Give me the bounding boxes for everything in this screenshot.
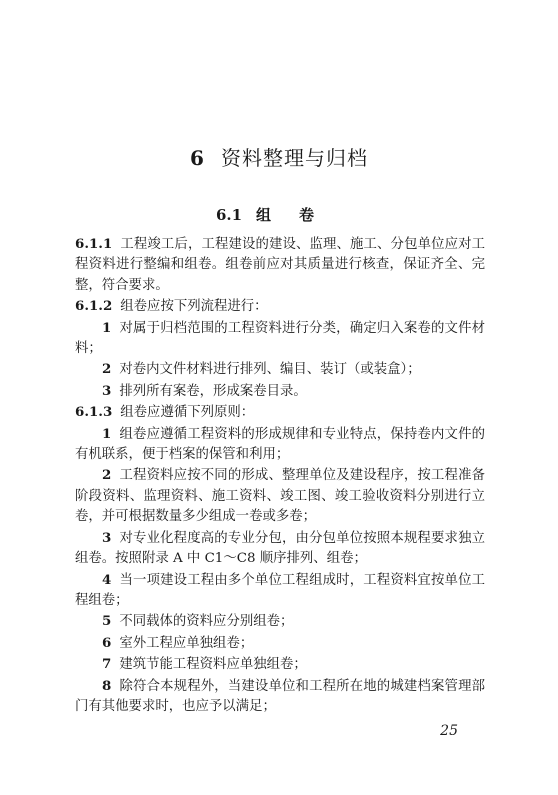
clause-6-1-3: [75, 402, 485, 423]
list-item: [75, 359, 485, 380]
item-text: 对属于归档范围的工程资料进行分类，确定归入案卷的文件材料；: [75, 320, 485, 357]
clause-number: 6.1.3: [75, 404, 113, 421]
item-text: 除符合本规程外，当建设单位和工程所在地的城建档案管理部门有其他要求时，也应予以满足；: [75, 678, 485, 714]
item-text: 室外工程应单独组卷；: [119, 635, 254, 651]
item-number: 4: [102, 571, 112, 588]
item-text: 排列所有案卷，形成案卷目录。: [119, 383, 307, 399]
list-item: [75, 381, 485, 402]
body-text: [75, 234, 485, 717]
item-number: 3: [102, 382, 112, 399]
list-item: [75, 570, 485, 612]
item-number: 5: [102, 613, 112, 630]
item-number: 8: [102, 677, 112, 694]
clause-text: 组卷应按下列流程进行：: [120, 299, 268, 315]
clause-text: 工程竣工后，工程建设的建设、监理、施工、分包单位应对工程资料进行整编和组卷。组卷前应对其质量进行核查，保证齐全、完整，符合要求。: [75, 237, 485, 293]
clause-6-1-1: [75, 234, 485, 296]
clause-6-1-2: [75, 296, 485, 317]
item-text: 当一项建设工程由多个单位工程组成时，工程资料宜按单位工程组卷；: [75, 572, 485, 608]
item-text: 对专业化程度高的专业分包，由分包单位按照本规程要求独立组卷。按照附录 A 中 C1～C8 顺序排列、组卷；: [75, 530, 485, 567]
list-item: [75, 611, 485, 632]
clause-number: 6.1.1: [75, 236, 113, 252]
list-item: [75, 633, 485, 654]
item-text: 组卷应遵循工程资料的形成规律和专业特点，保持卷内文件的有机联系，便于档案的保管和利用；: [75, 426, 485, 463]
list-item: [75, 318, 485, 360]
item-number: 1: [102, 425, 112, 442]
list-item: [75, 465, 485, 527]
item-text: 工程资料应按不同的形成、整理单位及建设程序，按工程准备阶段资料、监理资料、施工资料、竣工图、竣工验收资料分别进行立卷，并可根据数量多少组成一卷或多卷；: [75, 468, 485, 525]
list-item: [75, 424, 485, 466]
item-number: 3: [102, 529, 112, 546]
chapter-name: 资料整理与归档: [220, 146, 368, 170]
clause-number: 6.1.2: [75, 298, 113, 315]
clause-text: 组卷应遵循下列原则：: [120, 405, 255, 421]
page-number: 25: [440, 723, 458, 739]
item-text: 建筑节能工程资料应单独组卷；: [119, 657, 307, 673]
item-number: 6: [102, 634, 112, 651]
item-text: 不同载体的资料应分别组卷；: [119, 614, 294, 630]
item-number: 7: [102, 656, 112, 673]
list-item: [75, 654, 485, 675]
section-name: 组卷: [256, 206, 343, 224]
item-number: 1: [102, 319, 112, 336]
item-number: 2: [102, 361, 112, 378]
item-text: 对卷内文件材料进行排列、编目、装订（或装盒）；: [119, 362, 421, 378]
section-title: [0, 204, 558, 225]
chapter-number: 6: [190, 146, 205, 170]
section-number: 6.1: [215, 206, 243, 224]
chapter-title: [0, 142, 558, 171]
list-item: [75, 528, 485, 570]
list-item: [75, 676, 485, 718]
item-number: 2: [102, 467, 112, 484]
